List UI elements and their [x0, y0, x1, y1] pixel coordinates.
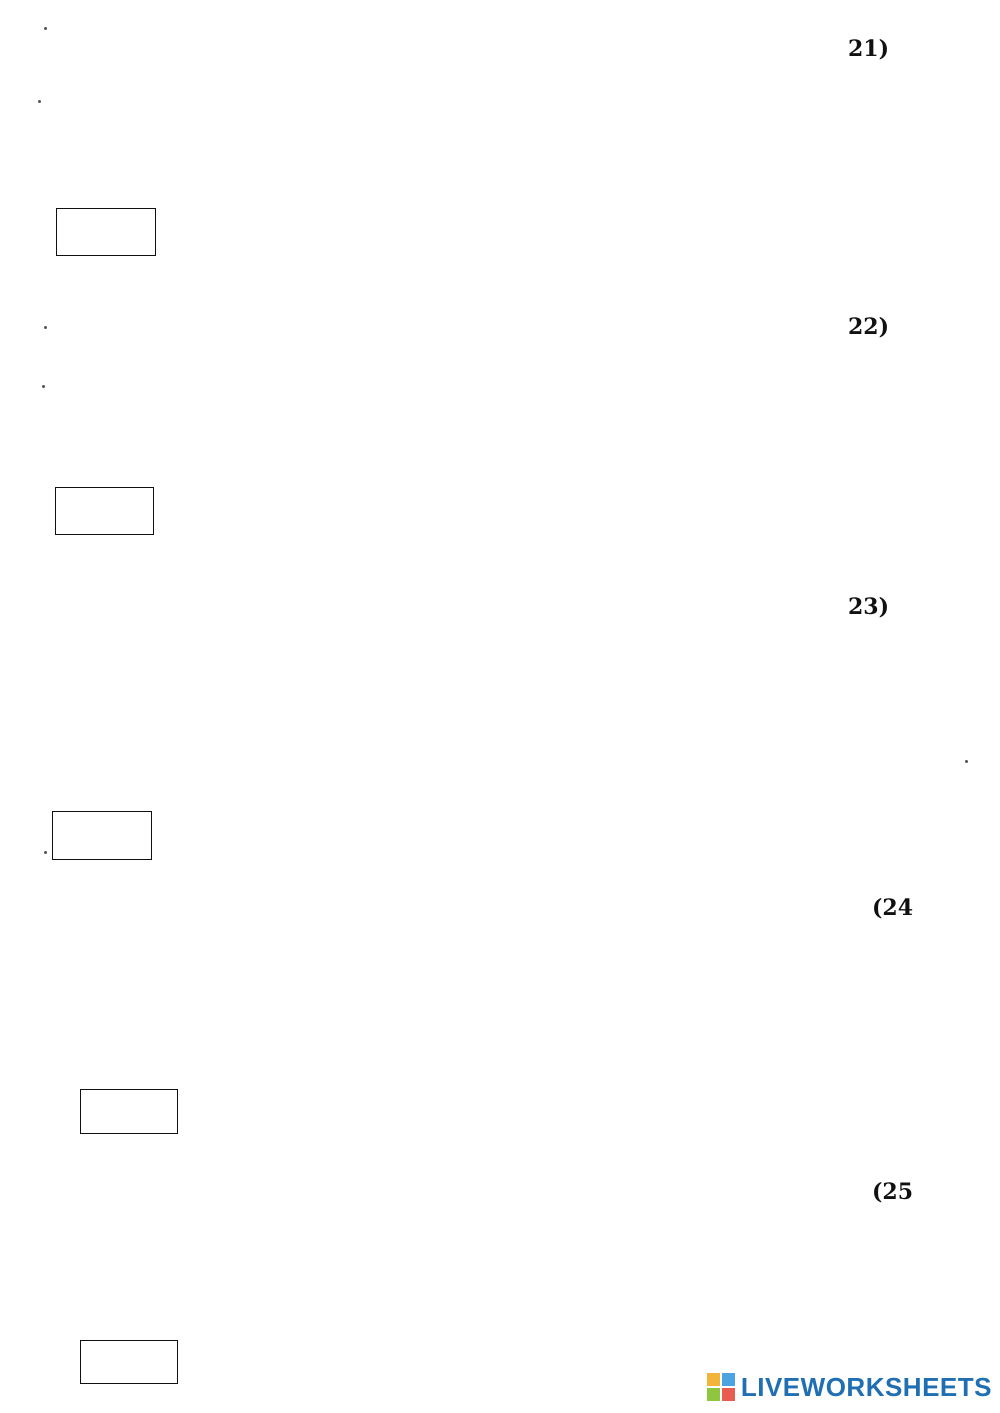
question-number: 23): [848, 594, 890, 620]
question-number: (25: [872, 1179, 914, 1205]
scan-speck: [44, 326, 47, 329]
scan-speck: [38, 100, 41, 103]
answer-box[interactable]: [55, 487, 154, 535]
liveworksheets-logo[interactable]: [707, 1369, 992, 1405]
answer-box[interactable]: [80, 1340, 178, 1384]
question-number: 21): [848, 36, 890, 62]
answer-box[interactable]: [52, 811, 152, 860]
scan-speck: [44, 851, 47, 854]
scan-speck: [42, 385, 45, 388]
answer-box[interactable]: [80, 1089, 178, 1134]
answer-box[interactable]: [56, 208, 156, 256]
liveworksheets-icon: [707, 1373, 735, 1401]
question-number: 22): [848, 314, 890, 340]
scan-speck: [965, 760, 968, 763]
brand-text: LIVEWORKSHEETS: [740, 1371, 992, 1402]
question-number: (24: [872, 895, 914, 921]
scan-speck: [44, 27, 47, 30]
